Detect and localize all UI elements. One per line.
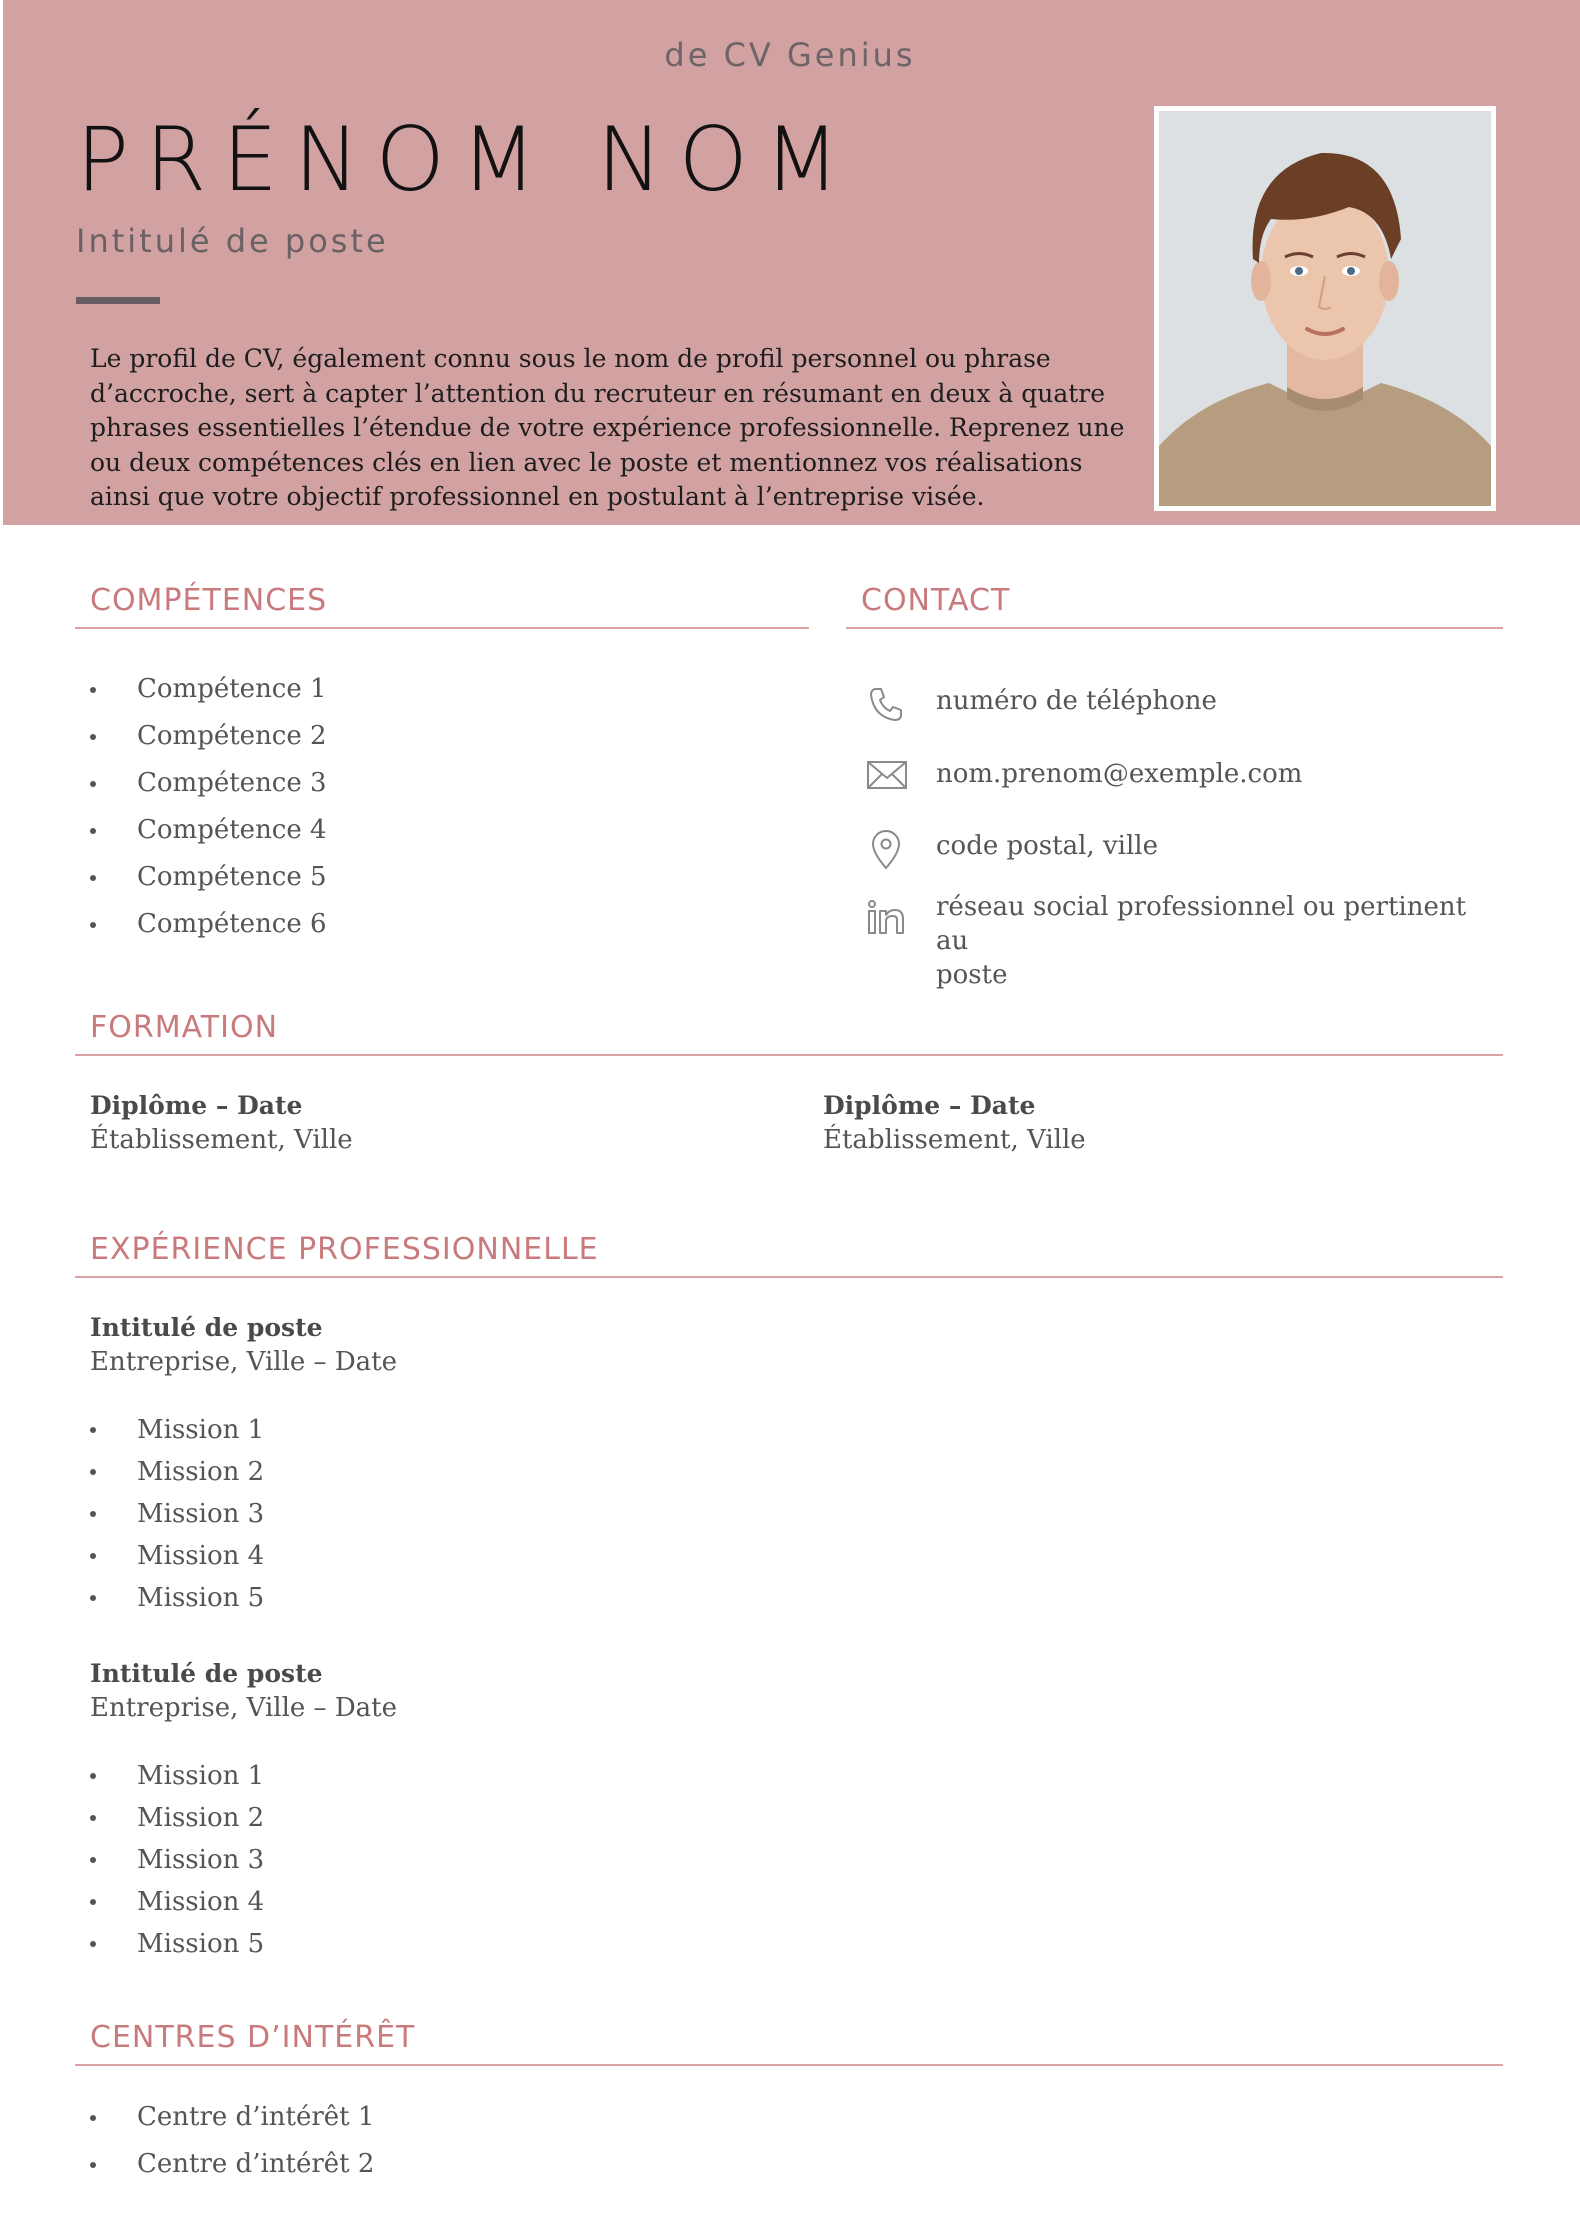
social-text — [936, 890, 1506, 992]
school-city: Établissement, Ville — [823, 1125, 1086, 1155]
brand-text: de CV Genius — [664, 36, 916, 74]
title-underline — [76, 297, 160, 304]
skill-item: Compétence 1 — [90, 666, 327, 713]
skill-item: Compétence 4 — [90, 807, 327, 854]
linkedin-icon — [866, 898, 906, 938]
interests-rule — [75, 2064, 1503, 2066]
mission-item: Mission 2 — [90, 1797, 264, 1839]
location-pin-icon — [866, 829, 906, 871]
phone-icon — [866, 684, 906, 724]
profile-photo — [1154, 106, 1496, 511]
degree-date: Diplôme – Date — [90, 1091, 303, 1120]
job-2-missions — [90, 1755, 264, 1965]
social-line-1: réseau social professionnel ou pertinent au — [936, 892, 1467, 956]
candidate-name: PRÉNOM NOM — [76, 108, 856, 211]
job-1-header — [90, 1311, 397, 1379]
company-city-date: Entreprise, Ville – Date — [90, 1347, 397, 1377]
mission-item: Mission 5 — [90, 1923, 264, 1965]
mission-item: Mission 3 — [90, 1493, 264, 1535]
education-entry-1 — [90, 1089, 353, 1157]
company-city-date: Entreprise, Ville – Date — [90, 1693, 397, 1723]
mission-item: Mission 2 — [90, 1451, 264, 1493]
mission-item: Mission 1 — [90, 1409, 264, 1451]
mission-item: Mission 5 — [90, 1577, 264, 1619]
education-title: FORMATION — [90, 1010, 279, 1045]
profile-summary: Le profil de CV, également connu sous le nom de profil personnel ou phrase d’accroche, sert à capter l’attention du recruteur en résumant en deux à quatre phrases essentielles l’étendue de votre expérience professionnelle. Reprenez une ou deux compétences clés en lien avec le poste et mentionnez vos réalisations ainsi que votre objectif professionnel en postulant à l’entreprise visée. — [90, 344, 1125, 511]
experience-rule — [75, 1276, 1503, 1278]
job-title: Intitulé de poste — [76, 222, 389, 260]
mail-icon — [866, 759, 908, 791]
phone-text: numéro de téléphone — [936, 686, 1217, 716]
skills-rule — [75, 627, 809, 629]
contact-title: CONTACT — [861, 583, 1011, 618]
education-rule — [75, 1054, 1503, 1056]
job-1-missions — [90, 1409, 264, 1619]
contact-rule — [846, 627, 1503, 629]
degree-date: Diplôme – Date — [823, 1091, 1036, 1120]
skill-item: Compétence 3 — [90, 760, 327, 807]
interest-item: Centre d’intérêt 1 — [90, 2094, 374, 2141]
job-title: Intitulé de poste — [90, 1313, 323, 1342]
skills-list — [90, 666, 327, 948]
job-title: Intitulé de poste — [90, 1659, 323, 1688]
school-city: Établissement, Ville — [90, 1125, 353, 1155]
interests-list — [90, 2094, 374, 2188]
skill-item: Compétence 6 — [90, 901, 327, 948]
email-text: nom.prenom@exemple.com — [936, 759, 1303, 789]
mission-item: Mission 3 — [90, 1839, 264, 1881]
mission-item: Mission 4 — [90, 1881, 264, 1923]
interest-item: Centre d’intérêt 2 — [90, 2141, 374, 2188]
education-entry-2 — [823, 1089, 1086, 1157]
mission-item: Mission 1 — [90, 1755, 264, 1797]
job-2-header — [90, 1657, 397, 1725]
experience-title: EXPÉRIENCE PROFESSIONNELLE — [90, 1232, 599, 1267]
address-text: code postal, ville — [936, 831, 1158, 861]
interests-title: CENTRES D’INTÉRÊT — [90, 2020, 416, 2055]
skill-item: Compétence 2 — [90, 713, 327, 760]
skill-item: Compétence 5 — [90, 854, 327, 901]
skills-title: COMPÉTENCES — [90, 583, 328, 618]
social-line-2: poste — [936, 960, 1008, 990]
mission-item: Mission 4 — [90, 1535, 264, 1577]
